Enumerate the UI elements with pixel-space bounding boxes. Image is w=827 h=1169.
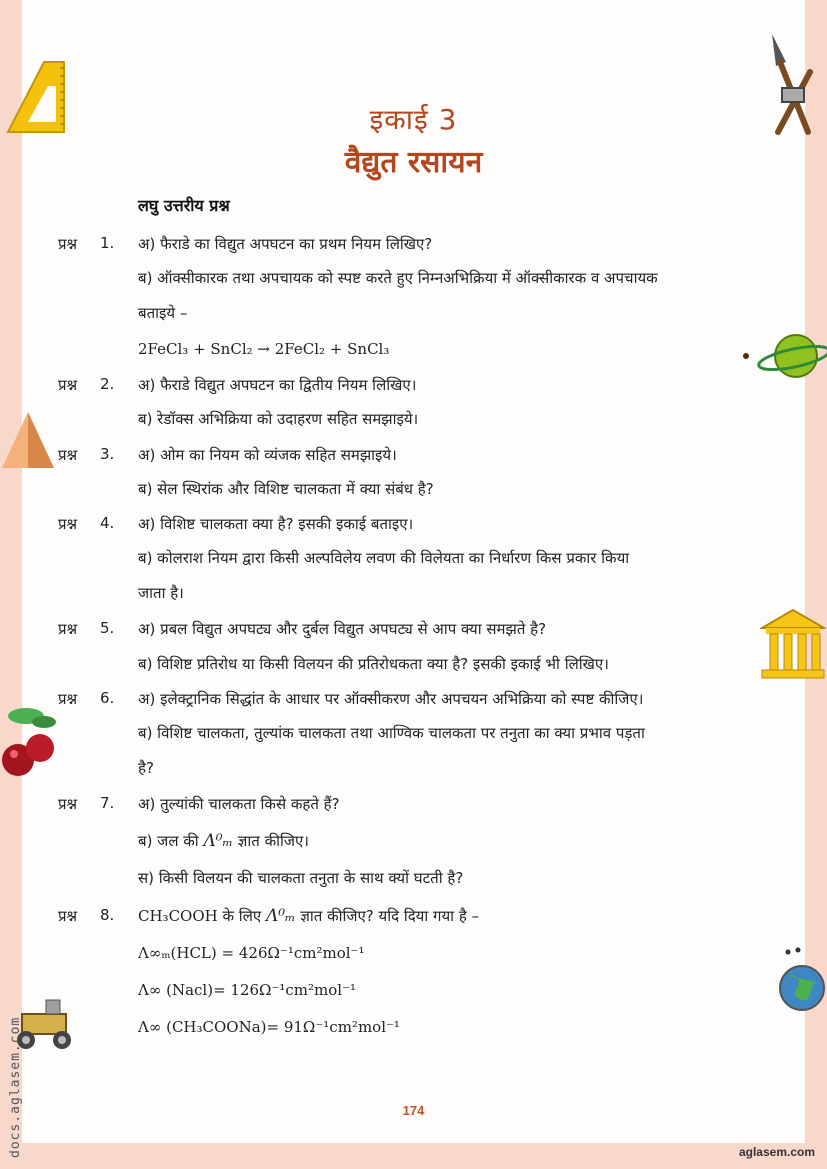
molar-conductivity-symbol: Λ⁰ₘ (203, 831, 233, 851)
question-number: 1. (100, 234, 115, 252)
question-text: अ) फैराडे विद्युत अपघटन का द्वितीय नियम लिखिए। (138, 376, 417, 394)
brand-link[interactable]: aglasem.com (738, 1145, 815, 1159)
question-number: 7. (100, 794, 115, 812)
question-text: स) किसी विलयन की चालकता तनुता के साथ क्यों घटती है? (138, 869, 464, 887)
question-label: प्रश्न (58, 795, 78, 813)
given-value: Λ∞ₘ(HCL) = 426Ω⁻¹cm²mol⁻¹ (138, 944, 365, 962)
question-text: ब) कोलराश नियम द्वारा किसी अल्पविलेय लवण की विलेयता का निर्धारण किस प्रकार किया (138, 549, 630, 567)
question-text: ब) ऑक्सीकारक तथा अपचायक को स्पष्ट करते हुए निम्नअभिक्रिया में ऑक्सीकारक व अपचायक (138, 269, 658, 287)
question-label: प्रश्न (58, 620, 78, 638)
question-text: ब) जल की (138, 832, 199, 850)
question-text: अ) इलेक्ट्रानिक सिद्धांत के आधार पर ऑक्सीकरण और अपचयन अभिक्रिया को स्पष्ट कीजिए। (138, 690, 644, 708)
question-number: 5. (100, 619, 115, 637)
question-number: 6. (100, 689, 115, 707)
question-text: ज्ञात कीजिए? यदि दिया गया है – (300, 907, 480, 925)
question-text: अ) तुल्यांकी चालकता किसे कहते हैं? (138, 795, 340, 813)
question-number: 3. (100, 445, 115, 463)
question-label: प्रश्न (58, 235, 78, 253)
question-label: प्रश्न (58, 690, 78, 708)
given-value: Λ∞ (CH₃COONa)= 91Ω⁻¹cm²mol⁻¹ (138, 1018, 400, 1036)
question-text: ब) रेडॉक्स अभिक्रिया को उदाहरण सहित समझाइये। (138, 410, 419, 428)
section-heading: लघु उत्तरीय प्रश्न (138, 196, 230, 215)
question-text-with-symbol (138, 906, 479, 926)
question-text: अ) विशिष्ट चालकता क्या है? इसकी इकाई बताइए। (138, 515, 414, 533)
footer-band (0, 1143, 827, 1169)
question-label: प्रश्न (58, 907, 78, 925)
question-text: अ) ओम का नियम को व्यंजक सहित समझाइये। (138, 446, 397, 464)
question-text: जाता है। (138, 584, 184, 602)
question-number: 8. (100, 906, 115, 924)
question-text: अ) प्रबल विद्युत अपघट्य और दुर्बल विद्युत अपघट्य से आप क्या समझते है? (138, 620, 547, 638)
question-label: प्रश्न (58, 376, 78, 394)
compound-formula: CH₃COOH (138, 907, 218, 925)
globe-icon (776, 946, 826, 1018)
question-text: ब) सेल स्थिरांक और विशिष्ट चालकता में क्या संबंध है? (138, 480, 434, 498)
planet-saturn-icon (738, 330, 827, 382)
pyramid-icon (0, 410, 56, 470)
chemical-equation: 2FeCl₃ + SnCl₂ → 2FeCl₂ + SnCl₃ (138, 340, 390, 358)
molar-conductivity-symbol: Λ⁰ₘ (265, 906, 296, 926)
question-number: 2. (100, 375, 115, 393)
given-value: Λ∞ (Nacl)= 126Ω⁻¹cm²mol⁻¹ (138, 981, 357, 999)
question-text: ब) विशिष्ट चालकता, तुल्यांक चालकता तथा आण्विक चालकता पर तनुता का क्या प्रभाव पड़ता (138, 724, 645, 742)
side-watermark: docs.aglasem.com (8, 1016, 23, 1158)
question-text-with-symbol (138, 831, 309, 851)
question-text: है? (138, 759, 154, 777)
chapter-title: वैद्युत रसायन (344, 145, 483, 180)
question-text: ज्ञात कीजिए। (237, 832, 309, 850)
question-number: 4. (100, 514, 115, 532)
unit-label: इकाई 3 (369, 103, 458, 136)
temple-icon (760, 608, 826, 680)
question-label: प्रश्न (58, 515, 78, 533)
question-label: प्रश्न (58, 446, 78, 464)
page-number: 174 (402, 1103, 425, 1118)
question-text: ब) विशिष्ट प्रतिरोध या किसी विलयन की प्रतिरोधकता क्या है? इसकी इकाई भी लिखिए। (138, 655, 609, 673)
question-text: के लिए (222, 907, 262, 925)
cherries-icon (2, 702, 60, 780)
question-text: अ) फैराडे का विद्युत अपघटन का प्रथम नियम लिखिए? (138, 235, 433, 253)
question-text: बताइये – (138, 304, 188, 322)
